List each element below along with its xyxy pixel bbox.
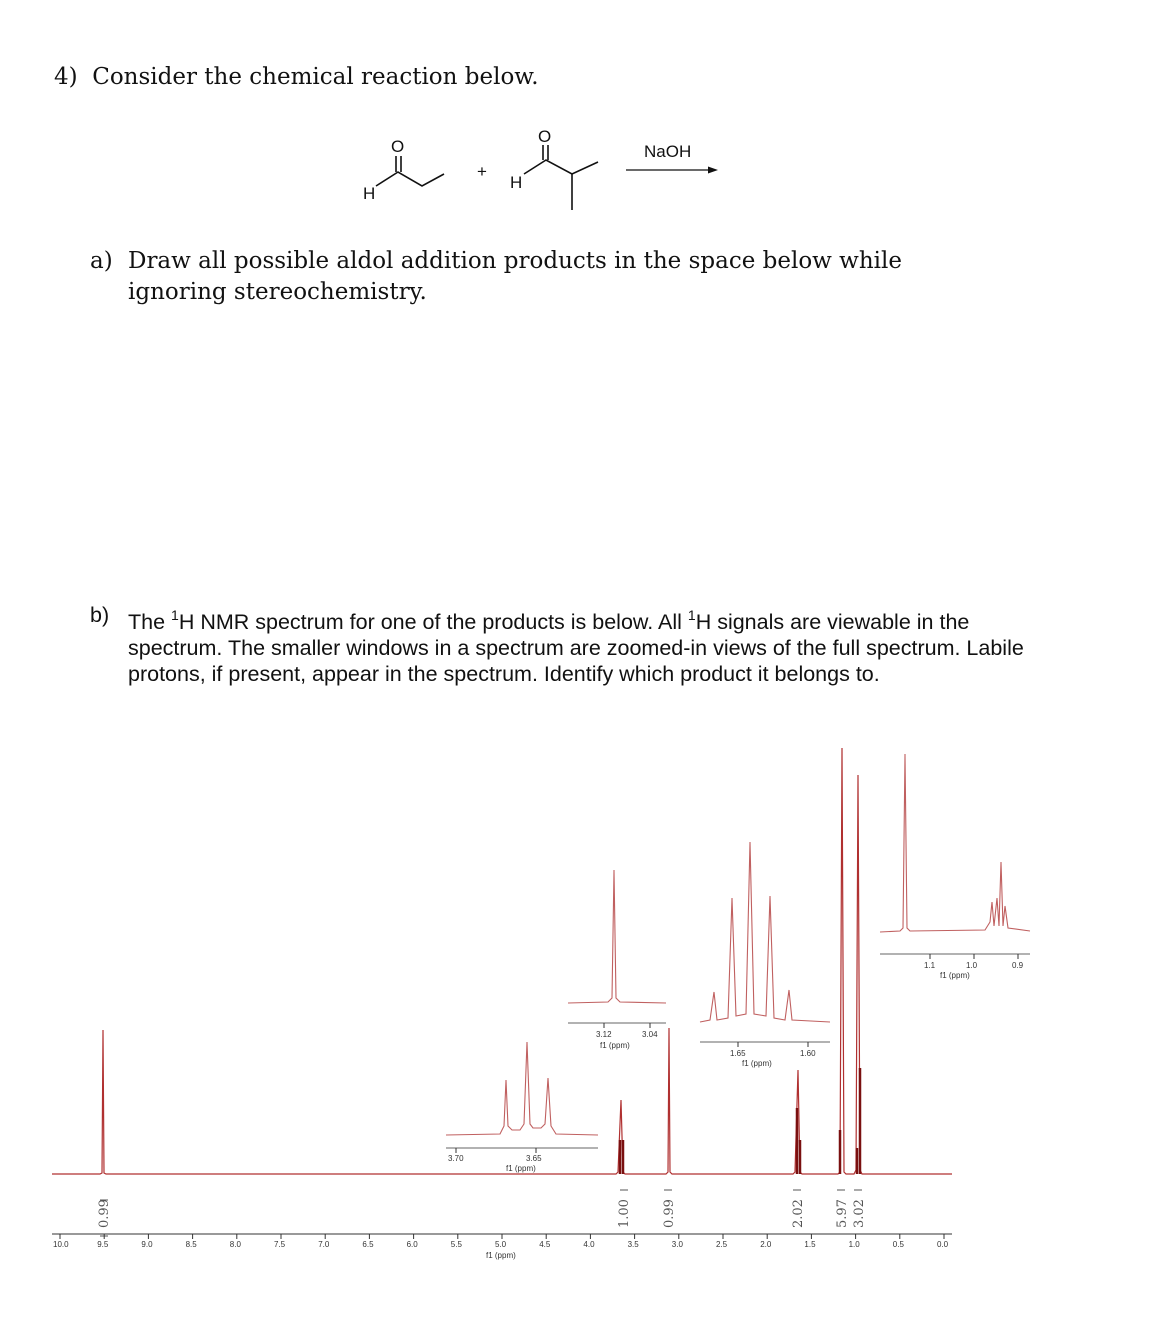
integral-label: 0.99 bbox=[662, 1199, 677, 1228]
nmr-spectrum bbox=[0, 730, 1154, 1290]
inset-tick-label: 1.1 bbox=[924, 961, 936, 970]
inset-axis-label: f1 (ppm) bbox=[600, 1041, 630, 1050]
axis-tick-label: 0.0 bbox=[937, 1240, 949, 1249]
axis-tick-label: 8.0 bbox=[229, 1240, 241, 1249]
inset-3-08 bbox=[568, 870, 666, 1050]
axis-tick-label: 9.5 bbox=[97, 1240, 109, 1249]
question-number: 4) bbox=[54, 64, 78, 90]
axis-tick-label: 3.5 bbox=[627, 1240, 639, 1249]
inset-axis-label: f1 (ppm) bbox=[742, 1059, 772, 1068]
main-spectrum-trace bbox=[52, 748, 952, 1174]
inset-tick-label: 1.60 bbox=[800, 1049, 816, 1058]
axis-tick-label: 1.0 bbox=[848, 1240, 860, 1249]
arrow-head-icon bbox=[708, 167, 718, 174]
reactant2-O-atom: O bbox=[538, 127, 552, 146]
part-a-text: Draw all possible aldol addition products in the space below while ignoring stereochemistry. bbox=[128, 248, 903, 305]
axis-tick-label: 2.5 bbox=[716, 1240, 728, 1249]
axis-tick-label: 4.5 bbox=[539, 1240, 551, 1249]
reagent-label: NaOH bbox=[644, 142, 692, 161]
inset-tick-label: 3.70 bbox=[448, 1154, 464, 1163]
integral-label: 0.99 bbox=[97, 1199, 112, 1228]
inset-3-65 bbox=[446, 1042, 598, 1173]
axis-tick-label: 9.0 bbox=[141, 1240, 153, 1249]
inset-tick-label: 3.12 bbox=[596, 1030, 612, 1039]
inset-tick-label: 1.0 bbox=[966, 961, 978, 970]
main-axis-label: f1 (ppm) bbox=[486, 1251, 516, 1260]
reactant2-H-atom: H bbox=[510, 173, 523, 192]
integral-label: 5.97 bbox=[835, 1199, 850, 1228]
integration-labels bbox=[97, 1199, 867, 1228]
reactant-isobutanal bbox=[510, 127, 598, 210]
inset-tick-label: 3.65 bbox=[526, 1154, 542, 1163]
part-b-label: b) bbox=[90, 603, 110, 627]
question-title: Consider the chemical reaction below. bbox=[92, 64, 539, 90]
reactant-propanal bbox=[363, 137, 444, 203]
integral-brackets bbox=[100, 1190, 862, 1236]
axis-tick-label: 5.0 bbox=[495, 1240, 507, 1249]
inset-tick-label: 0.9 bbox=[1012, 961, 1024, 970]
integral-curves bbox=[620, 1068, 860, 1174]
question-heading bbox=[54, 64, 539, 90]
integral-label: 3.02 bbox=[852, 1199, 867, 1228]
axis-tick-label: 6.5 bbox=[362, 1240, 374, 1249]
axis-tick-label: 7.0 bbox=[318, 1240, 330, 1249]
inset-1-63 bbox=[700, 842, 830, 1068]
axis-tick-label: 7.5 bbox=[274, 1240, 286, 1249]
plus-sign: + bbox=[477, 162, 487, 181]
reaction-scheme bbox=[330, 120, 750, 220]
axis-tick-label: 5.5 bbox=[450, 1240, 462, 1249]
axis-tick-label: 1.5 bbox=[804, 1240, 816, 1249]
axis-tick-label: 10.0 bbox=[53, 1240, 69, 1249]
axis-tick-label: 3.0 bbox=[671, 1240, 683, 1249]
integral-label: 2.02 bbox=[791, 1199, 806, 1228]
main-axis-ticks bbox=[53, 1234, 949, 1249]
inset-1-00 bbox=[880, 754, 1030, 980]
reactant1-H-atom: H bbox=[363, 184, 376, 203]
axis-tick-label: 6.0 bbox=[406, 1240, 418, 1249]
part-a-label: a) bbox=[90, 248, 113, 274]
axis-tick-label: 0.5 bbox=[892, 1240, 904, 1249]
inset-axis-label: f1 (ppm) bbox=[940, 971, 970, 980]
part-b-text: The $^1$H NMR spectrum for one of the products is below. All $^1$H signals are viewable in the spectrum. The smaller windows in a spectrum are zoomed-in views of the full spectrum. Labile protons, if present, appear in the spectrum. Identify which product it belongs to. bbox=[128, 607, 1024, 686]
inset-tick-label: 3.04 bbox=[642, 1030, 658, 1039]
part-a bbox=[90, 246, 990, 308]
part-b bbox=[90, 602, 1030, 687]
axis-tick-label: 8.5 bbox=[185, 1240, 197, 1249]
axis-tick-label: 2.0 bbox=[760, 1240, 772, 1249]
axis-tick-label: 4.0 bbox=[583, 1240, 595, 1249]
inset-axis-label: f1 (ppm) bbox=[506, 1164, 536, 1173]
inset-tick-label: 1.65 bbox=[730, 1049, 746, 1058]
integral-label: 1.00 bbox=[617, 1199, 632, 1228]
reactant1-O-atom: O bbox=[391, 137, 405, 156]
